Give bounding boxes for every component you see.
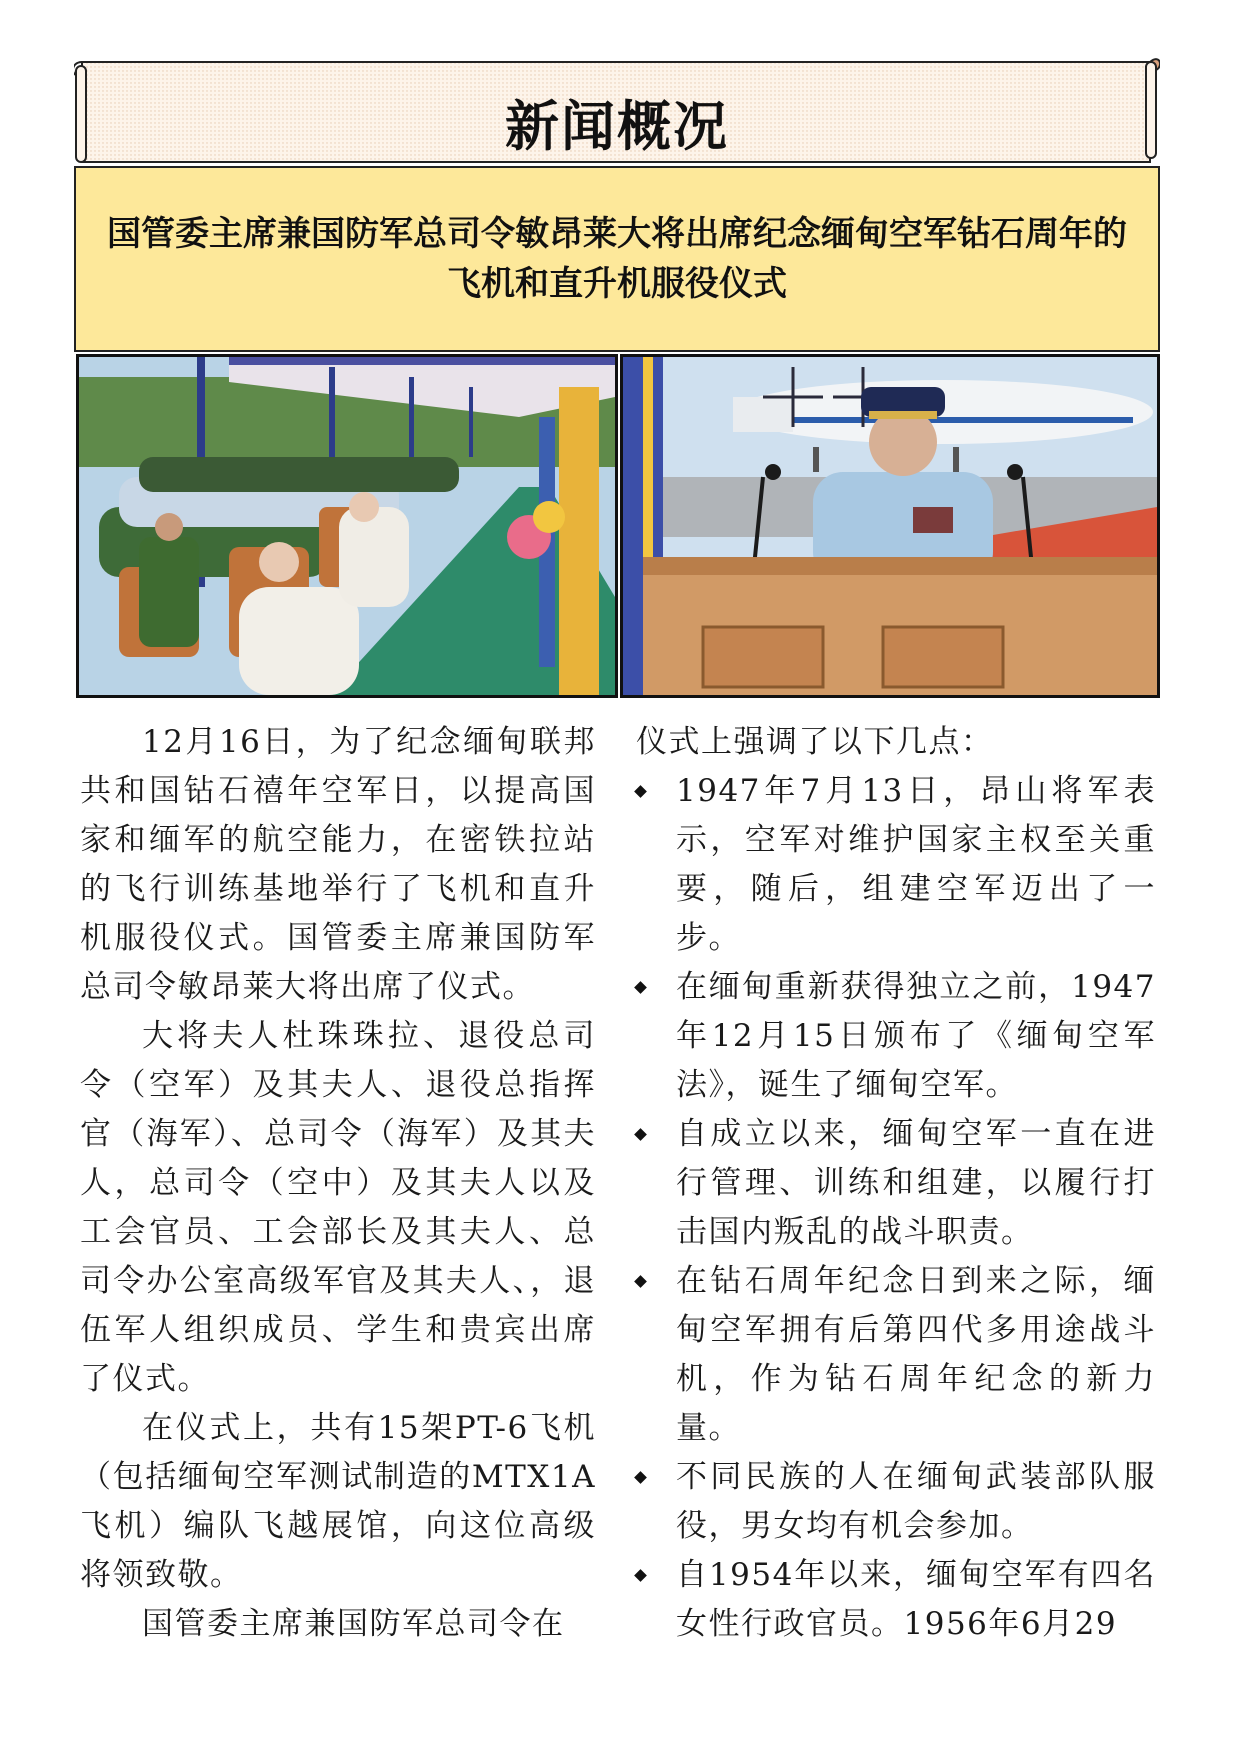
paragraph: 12月16日，为了纪念缅甸联邦共和国钻石禧年空军日，以提高国家和缅军的航空能力，在密铁拉站的飞行训练基地举行了飞机和直升机服役仪式。国管委主席兼国防军总司令敏昂莱大将出席了仪式。: [80, 724, 596, 1005]
bullets-intro: 仪式上强调了以下几点：: [636, 724, 994, 760]
diamond-bullet-icon: [634, 1569, 647, 1582]
bullet-text: 自成立以来，缅甸空军一直在进行管理、训练和组建，以履行打击国内叛乱的战斗职责。: [676, 1116, 1156, 1250]
diamond-bullet-icon: [634, 1471, 647, 1484]
paragraph: 在仪式上，共有15架PT-6飞机（包括缅甸空军测试制造的MTX1A飞机）编队飞越展馆，向这位高级将领致敬。: [80, 1410, 596, 1593]
bullet-item: [636, 963, 1156, 1110]
paragraph: 大将夫人杜珠珠拉、退役总司令（空军）及其夫人、退役总指挥官（海军）、总司令（海军）及其夫人，总司令（空中）及其夫人以及工会官员、工会部长及其夫人、总司令办公室高级军官及其夫人、，退伍军人组织成员、学生和贵宾出席了仪式。: [80, 1018, 596, 1397]
diamond-bullet-icon: [634, 981, 647, 994]
paragraph: 国管委主席兼国防军总司令在: [142, 1606, 565, 1642]
headline-box: [74, 166, 1160, 352]
bullet-text: 自1954年以来，缅甸空军有四名女性行政官员。1956年6月29: [676, 1557, 1156, 1642]
bullet-list: [636, 767, 1156, 1649]
diamond-bullet-icon: [634, 1128, 647, 1141]
speaker-podium-photo: [620, 354, 1160, 698]
ceremony-audience-photo: [76, 354, 618, 698]
bullet-item: [636, 1453, 1156, 1551]
bullet-item: [636, 767, 1156, 963]
right-column: [636, 718, 1156, 1649]
left-column: [80, 718, 596, 1649]
bullet-text: 不同民族的人在缅甸武装部队服役，男女均有机会参加。: [676, 1459, 1156, 1544]
bullet-item: [636, 1110, 1156, 1257]
headline-text: 国管委主席兼国防军总司令敏昂莱大将出席纪念缅甸空军钻石周年的飞机和直升机服役仪式: [107, 214, 1127, 304]
page-title: 新闻概况: [505, 95, 729, 158]
bullet-text: 1947年7月13日，昂山将军表示，空军对维护国家主权至关重要，随后，组建空军迈出了一步。: [676, 773, 1156, 956]
bullet-item: [636, 1257, 1156, 1453]
bullet-text: 在缅甸重新获得独立之前，1947年12月15日颁布了《缅甸空军法》，诞生了缅甸空军。: [676, 969, 1156, 1103]
diamond-bullet-icon: [634, 1275, 647, 1288]
diamond-bullet-icon: [634, 785, 647, 798]
bullet-item: [636, 1551, 1156, 1649]
bullet-text: 在钻石周年纪念日到来之际，缅甸空军拥有后第四代多用途战斗机，作为钻石周年纪念的新力量。: [676, 1263, 1156, 1446]
header-banner: [74, 58, 1160, 166]
